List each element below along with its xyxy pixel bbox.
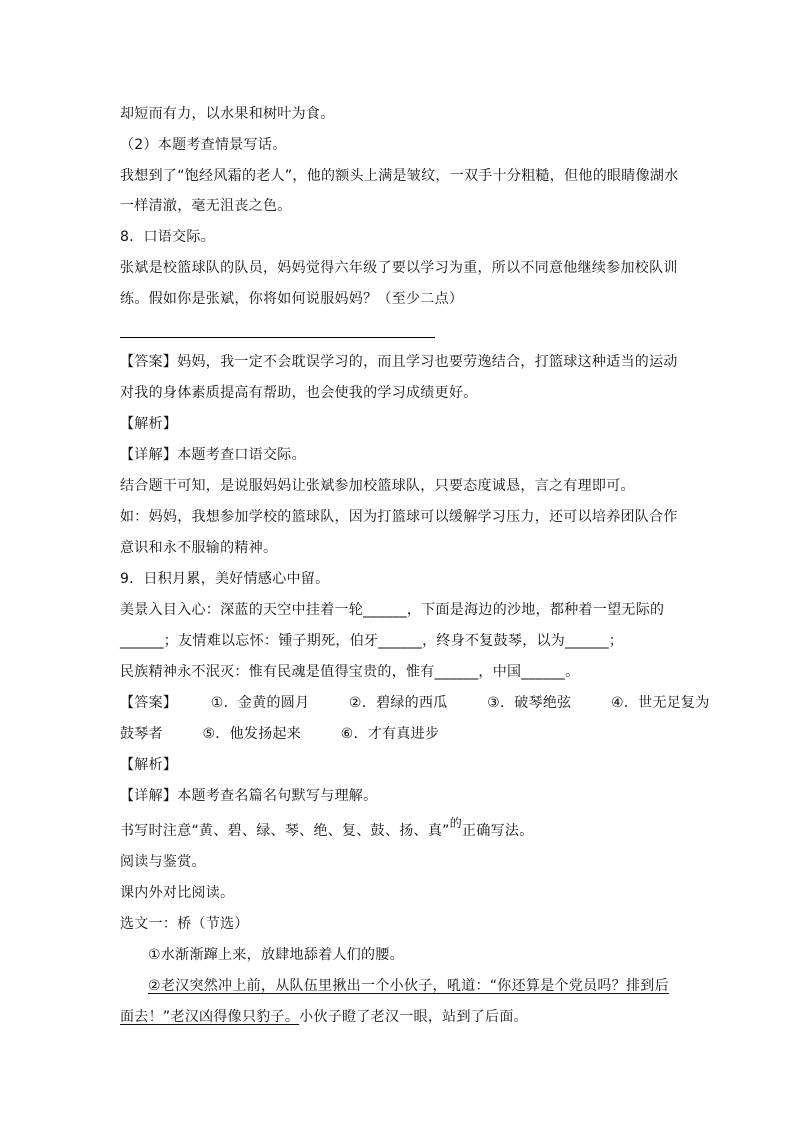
detail-text-part: 书写时注意“黄、碧、绿、琴、绝、复、鼓、扬、真”	[120, 823, 450, 839]
detail-text-part: 正确写法。	[462, 823, 534, 839]
answer-row	[120, 694, 710, 712]
underlined-text: 面去！”老汉凶得像只豹子。	[120, 1009, 300, 1025]
passage-title: 选文一：桥（节选）	[120, 916, 249, 932]
question-9-text: 美景入目入心：深蓝的天空中挂着一轮______，下面是海边的沙地，都种着一望无际的	[120, 602, 665, 618]
answer-item: ③．破琴绝弦	[487, 695, 572, 711]
detail-text: 结合题干可知，是说服妈妈让张斌参加校篮球队，只要态度诚恳，言之有理即可。	[120, 478, 635, 494]
question-9-text: 民族精神永不泯灭：惟有民魂是值得宝贵的，惟有______，中国______。	[120, 664, 580, 680]
text-line: 却短而有力，以水果和树叶为食。	[120, 106, 335, 122]
analysis-heading: 【解析】	[120, 757, 178, 773]
passage-paragraph-2-cont	[120, 1008, 528, 1026]
detail-text: 如：妈妈，我想参加学校的篮球队，因为打篮球可以缓解学习压力，还可以培养团队合作	[120, 509, 678, 525]
answer-row	[120, 725, 439, 743]
text-line: 一样清澈，毫无沮丧之色。	[120, 198, 292, 214]
detail-text: 意识和永不服输的精神。	[120, 540, 278, 556]
answer-item: ②．碧绿的西瓜	[348, 695, 448, 711]
answer-text: 【答案】妈妈，我一定不会耽误学习的，而且学习也要劳逸结合，打篮球这种适当的运动	[120, 354, 678, 370]
question-8-title: 8．口语交际。	[120, 229, 216, 245]
answer-item: ⑤．他发扬起来	[202, 726, 302, 742]
detail-text-part: 的	[449, 816, 463, 830]
answer-item: ④．世无足复为	[611, 695, 710, 711]
answer-item: ⑥．才有真进步	[340, 726, 440, 742]
question-9-text: ______；友情难以忘怀：锺子期死，伯牙______，终身不复鼓琴，以为______；	[120, 633, 624, 649]
analysis-heading: 【解析】	[120, 416, 178, 432]
question-9-title: 9．日积月累，美好情感心中留。	[120, 571, 330, 587]
section-heading: 阅读与鉴赏。	[120, 854, 206, 870]
detail-text	[120, 816, 534, 840]
passage-paragraph-2: ②老汉突然冲上前，从队伍里揪出一个小伙子，吼道：“你还算是个党员吗？排到后	[148, 978, 669, 994]
question-8-text: 张斌是校篮球队的队员，妈妈觉得六年级了要以学习为重，所以不同意他继续参加校队训	[120, 260, 678, 276]
answer-item: 鼓琴者	[120, 726, 163, 742]
answer-blank-line	[120, 337, 435, 338]
answer-text: 对我的身体素质提高有帮助，也会使我的学习成绩更好。	[120, 385, 478, 401]
question-part-2: （2）本题考查情景写话。	[120, 137, 287, 153]
detail-text: 【详解】本题考查名篇名句默写与理解。	[120, 788, 378, 804]
answer-label: 【答案】	[120, 695, 178, 711]
text-line: 我想到了“饱经风霜的老人”，他的额头上满是皱纹，一双手十分粗糙，但他的眼睛像湖水	[120, 168, 679, 184]
section-subheading: 课内外对比阅读。	[120, 885, 235, 901]
question-8-text: 练。假如你是张斌，你将如何说服妈妈？（至少二点）	[120, 291, 464, 307]
passage-paragraph-1: ①水渐渐蹿上来，放肆地舔着人们的腰。	[148, 947, 404, 963]
passage-text: 小伙子瞪了老汉一眼，站到了后面。	[299, 1009, 528, 1025]
detail-text: 【详解】本题考查口语交际。	[120, 447, 306, 463]
answer-item: ①．金黄的圆月	[210, 695, 310, 711]
